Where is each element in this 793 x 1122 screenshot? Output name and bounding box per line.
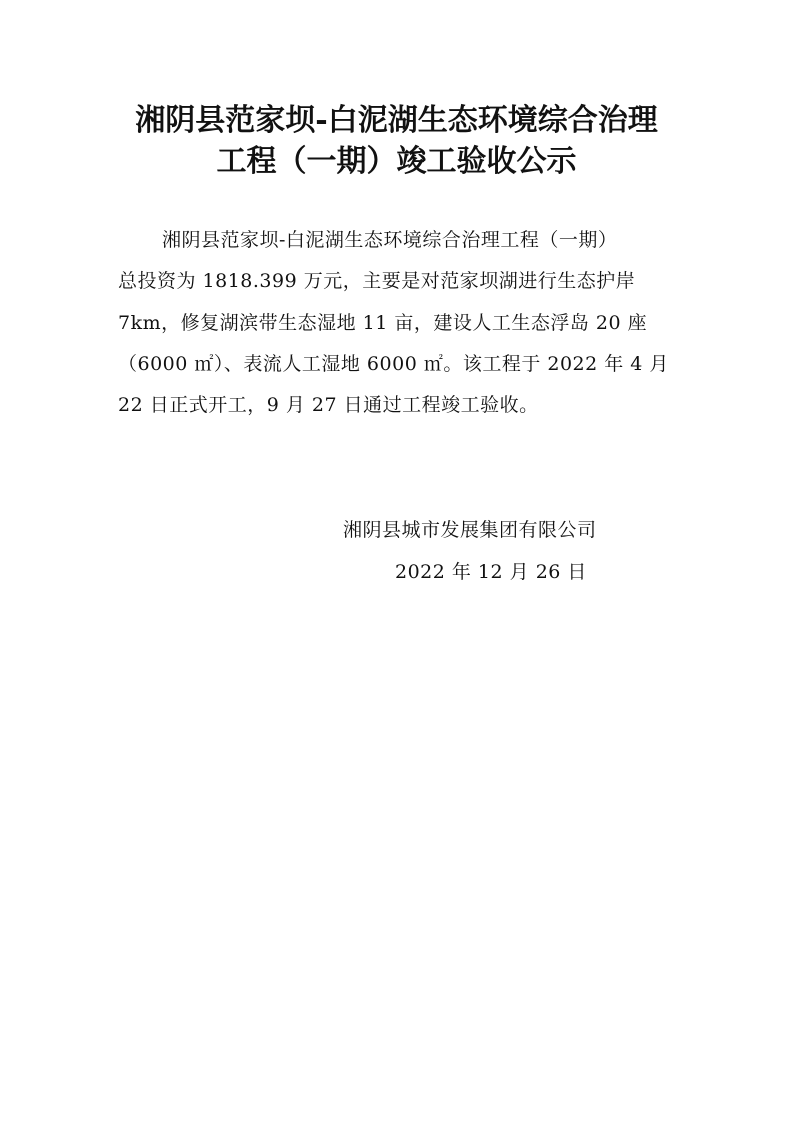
body-text-line: （6000 ㎡）、表流人工湿地 6000 ㎡。该工程于 2022 年 4 月 (118, 353, 669, 375)
document-title-line-2: 工程（一期）竣工验收公示 (216, 144, 577, 179)
issue-date: 2022 年 12 月 26 日 (395, 561, 587, 583)
document-title-line-1: 湘阴县范家坝-白泥湖生态环境综合治理 (135, 103, 658, 138)
body-text-line: 7km，修复湖滨带生态湿地 11 亩，建设人工生态浮岛 20 座 (118, 312, 648, 334)
body-text-line: 湘阴县范家坝-白泥湖生态环境综合治理工程（一期） (162, 229, 618, 251)
issuing-organization: 湘阴县城市发展集团有限公司 (343, 519, 597, 541)
body-text-line: 22 日正式开工，9 月 27 日通过工程竣工验收。 (118, 394, 539, 416)
body-text-line: 总投资为 1818.399 万元，主要是对范家坝湖进行生态护岸 (118, 270, 636, 292)
